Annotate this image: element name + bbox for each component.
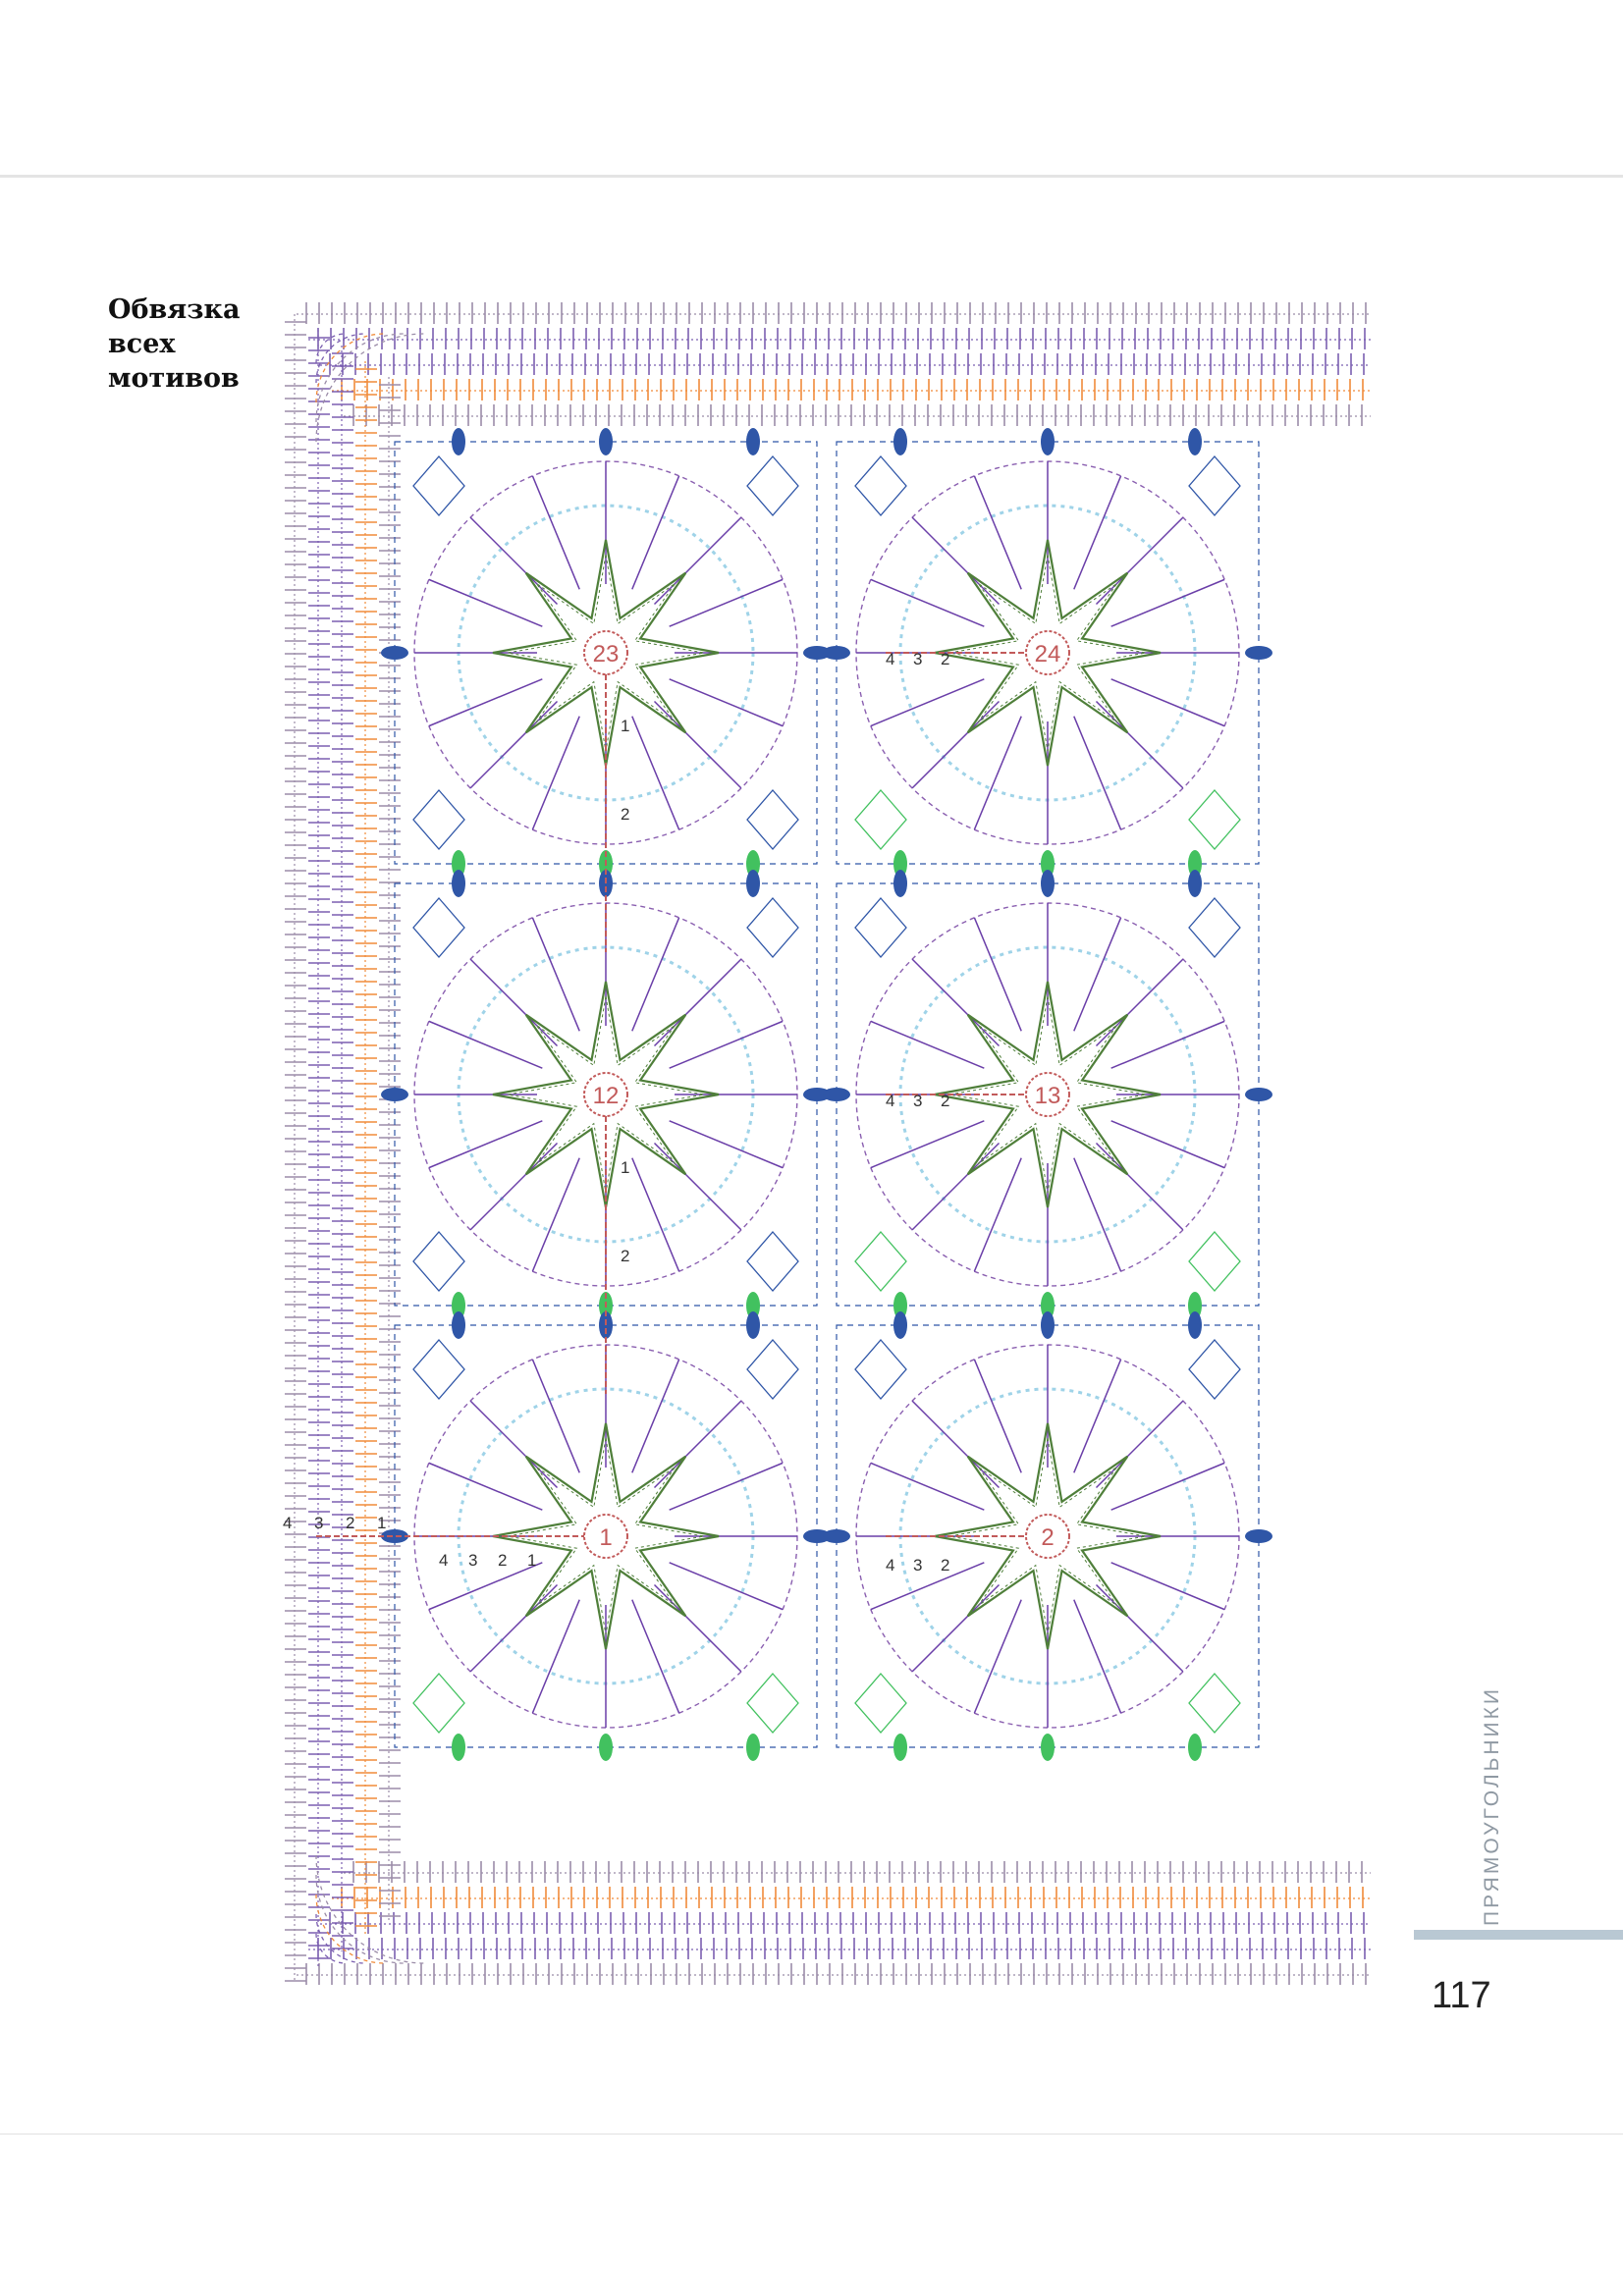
treble-spoke [532, 1158, 579, 1271]
corner-arc [316, 334, 424, 442]
treble-spoke [1096, 1401, 1182, 1487]
treble-spoke [632, 1600, 679, 1713]
join-oval [1245, 1088, 1272, 1101]
treble-spoke [1074, 918, 1121, 1031]
treble-spoke [1074, 1158, 1121, 1271]
treble-spoke [1111, 579, 1224, 626]
treble-spoke [470, 517, 557, 604]
join-oval [746, 1734, 760, 1761]
corner-diamond [1189, 898, 1240, 957]
corner-diamond [413, 898, 464, 957]
treble-spoke [632, 1360, 679, 1472]
corner-arc [316, 1914, 365, 1963]
row-marker: 3 [913, 1556, 923, 1575]
treble-spoke [1096, 1584, 1182, 1671]
row-marker: 3 [913, 650, 923, 668]
treble-spoke [429, 1121, 542, 1168]
treble-spoke [1074, 717, 1121, 829]
join-oval [381, 1088, 408, 1101]
row-marker: 3 [314, 1514, 324, 1532]
join-oval [1041, 1311, 1055, 1339]
treble-spoke [912, 1401, 999, 1487]
join-oval [452, 1311, 465, 1339]
row-marker: 1 [621, 1158, 630, 1177]
join-oval [893, 1734, 907, 1761]
treble-spoke [1096, 701, 1182, 787]
join-oval [1041, 428, 1055, 455]
row-marker: 2 [621, 805, 630, 824]
treble-spoke [429, 1463, 542, 1510]
treble-spoke [429, 679, 542, 726]
join-oval [599, 1734, 613, 1761]
row-marker: 2 [346, 1514, 355, 1532]
treble-spoke [1074, 476, 1121, 589]
treble-spoke [871, 1121, 984, 1168]
corner-diamond [747, 790, 798, 849]
treble-spoke [974, 1158, 1021, 1271]
join-oval [893, 428, 907, 455]
section-label-text: ПРЯМОУГОЛЬНИКИ [1481, 1686, 1503, 1926]
treble-spoke [974, 1360, 1021, 1472]
treble-spoke [429, 579, 542, 626]
treble-spoke [532, 1360, 579, 1472]
corner-diamond [413, 1340, 464, 1399]
treble-spoke [974, 717, 1021, 829]
corner-arc [316, 1895, 385, 1963]
treble-spoke [670, 579, 783, 626]
section-tab [1414, 1930, 1623, 1940]
motif [381, 1311, 831, 1761]
corner-diamond [413, 456, 464, 515]
section-label [1473, 1669, 1512, 1944]
motif-number: 12 [592, 1083, 620, 1109]
treble-spoke [470, 701, 557, 787]
corner-diamond [1189, 456, 1240, 515]
corner-diamond [855, 1232, 906, 1291]
join-oval [599, 428, 613, 455]
row-marker: 4 [439, 1551, 449, 1570]
corner-diamond [1189, 1232, 1240, 1291]
row-marker: 1 [527, 1551, 537, 1570]
treble-spoke [871, 1021, 984, 1068]
treble-spoke [1074, 1600, 1121, 1713]
motif-number: 23 [592, 641, 620, 667]
treble-spoke [532, 717, 579, 829]
treble-spoke [670, 679, 783, 726]
join-oval [1041, 870, 1055, 897]
corner-diamond [1189, 1674, 1240, 1733]
row-marker: 2 [621, 1247, 630, 1265]
treble-spoke [654, 517, 740, 604]
corner-diamond [1189, 790, 1240, 849]
join-oval [1188, 1734, 1202, 1761]
corner-diamond [855, 456, 906, 515]
motif-number: 1 [599, 1524, 613, 1551]
heading-line: мотивов [108, 363, 240, 394]
treble-spoke [470, 959, 557, 1045]
treble-spoke [470, 1401, 557, 1487]
join-oval [1041, 1734, 1055, 1761]
join-oval [823, 1088, 850, 1101]
treble-spoke [1111, 1563, 1224, 1610]
join-oval [893, 1311, 907, 1339]
join-oval [823, 1529, 850, 1543]
join-oval [1188, 870, 1202, 897]
treble-spoke [670, 1563, 783, 1610]
join-oval [1188, 1311, 1202, 1339]
join-oval [1245, 646, 1272, 660]
row-marker: 2 [941, 1092, 950, 1110]
row-marker: 3 [468, 1551, 478, 1570]
treble-spoke [632, 1158, 679, 1271]
treble-spoke [470, 1584, 557, 1671]
heading-line: Обвязка [108, 294, 241, 325]
treble-spoke [1096, 959, 1182, 1045]
treble-spoke [1111, 1021, 1224, 1068]
corner-diamond [413, 1674, 464, 1733]
treble-spoke [912, 959, 999, 1045]
treble-spoke [1074, 1360, 1121, 1472]
corner-diamond [747, 1340, 798, 1399]
treble-spoke [670, 1121, 783, 1168]
join-oval [746, 428, 760, 455]
row-marker: 4 [886, 1092, 895, 1110]
treble-spoke [670, 1021, 783, 1068]
treble-spoke [1111, 1463, 1224, 1510]
treble-spoke [654, 1584, 740, 1671]
row-marker: 1 [621, 717, 630, 735]
row-marker: 1 [377, 1514, 387, 1532]
corner-diamond [1189, 1340, 1240, 1399]
row-marker: 3 [913, 1092, 923, 1110]
treble-spoke [532, 1600, 579, 1713]
corner-diamond [747, 1674, 798, 1733]
treble-spoke [1111, 679, 1224, 726]
row-marker: 2 [941, 650, 950, 668]
motif-number: 24 [1034, 641, 1061, 667]
row-marker: 4 [886, 650, 895, 668]
treble-spoke [532, 918, 579, 1031]
treble-spoke [532, 476, 579, 589]
row-marker: 4 [886, 1556, 895, 1575]
crochet-chart [277, 294, 1379, 2002]
treble-spoke [654, 959, 740, 1045]
treble-spoke [974, 918, 1021, 1031]
treble-spoke [871, 579, 984, 626]
treble-spoke [654, 701, 740, 787]
page-number: 117 [1432, 1975, 1491, 2016]
corner-diamond [413, 1232, 464, 1291]
treble-spoke [871, 1463, 984, 1510]
treble-spoke [912, 1584, 999, 1671]
treble-spoke [470, 1143, 557, 1229]
treble-spoke [632, 717, 679, 829]
corner-diamond [747, 898, 798, 957]
corner-diamond [413, 790, 464, 849]
treble-spoke [654, 1143, 740, 1229]
join-oval [452, 1734, 465, 1761]
diagram-heading [108, 293, 265, 396]
corner-diamond [747, 1232, 798, 1291]
row-marker: 2 [941, 1556, 950, 1575]
join-oval [452, 428, 465, 455]
treble-spoke [632, 918, 679, 1031]
join-oval [823, 646, 850, 660]
motif-number: 13 [1034, 1083, 1061, 1109]
motif-number: 2 [1041, 1524, 1055, 1551]
join-oval [381, 646, 408, 660]
treble-spoke [632, 476, 679, 589]
corner-diamond [855, 1340, 906, 1399]
treble-spoke [974, 476, 1021, 589]
join-oval [746, 870, 760, 897]
corner-diamond [855, 790, 906, 849]
treble-spoke [1111, 1121, 1224, 1168]
join-oval [746, 1311, 760, 1339]
treble-spoke [912, 701, 999, 787]
treble-spoke [871, 679, 984, 726]
join-oval [1188, 428, 1202, 455]
row-marker: 4 [283, 1514, 293, 1532]
motif-grid [316, 428, 1272, 1761]
treble-spoke [670, 1463, 783, 1510]
join-oval [893, 870, 907, 897]
treble-spoke [912, 517, 999, 604]
treble-spoke [974, 1600, 1021, 1713]
treble-spoke [1096, 517, 1182, 604]
treble-spoke [912, 1143, 999, 1229]
heading-line: всех [108, 329, 176, 359]
join-oval [1245, 1529, 1272, 1543]
row-marker: 2 [498, 1551, 508, 1570]
treble-spoke [429, 1021, 542, 1068]
edging-border [285, 302, 1371, 1985]
join-oval [452, 870, 465, 897]
treble-spoke [1096, 1143, 1182, 1229]
corner-diamond [855, 1674, 906, 1733]
corner-diamond [747, 456, 798, 515]
treble-spoke [654, 1401, 740, 1487]
corner-diamond [855, 898, 906, 957]
